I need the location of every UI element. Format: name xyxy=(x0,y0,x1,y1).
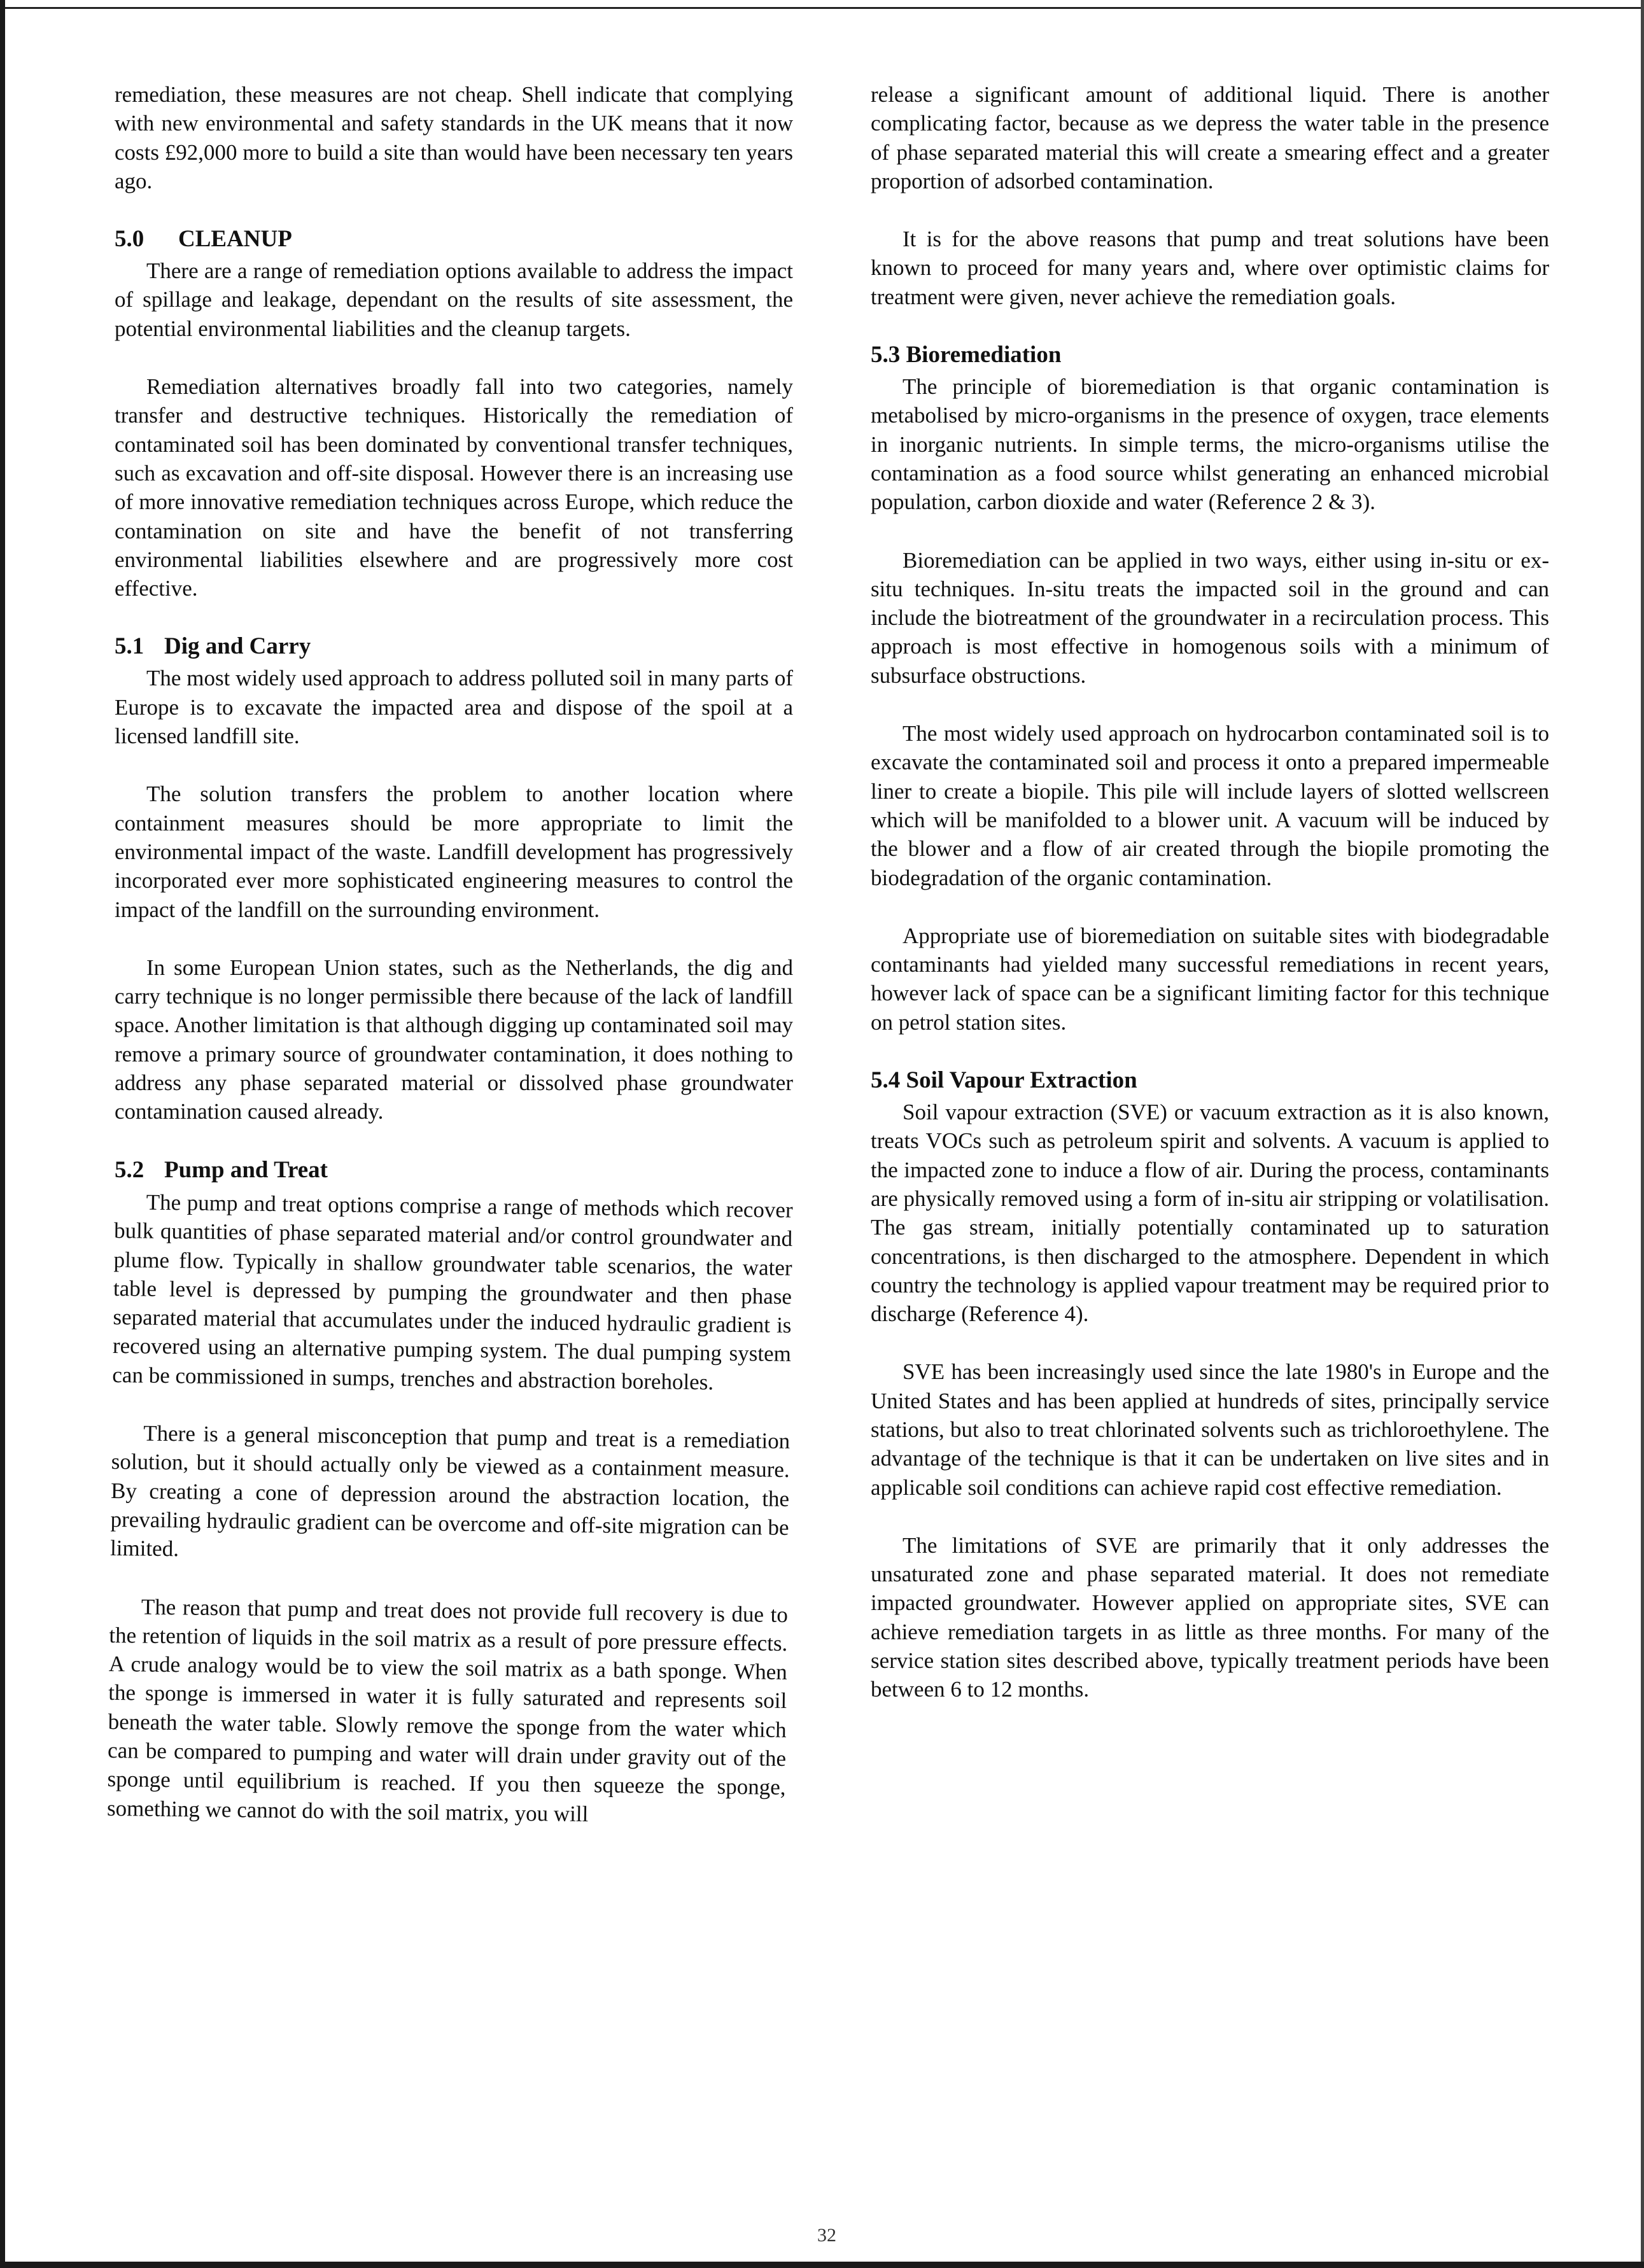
right-column xyxy=(871,80,1549,1704)
paragraph-pump-3: The reason that pump and treat does not provide full recovery is due to the retention of liquids in the soil matrix as a result of pore pressure effects. A crude analogy would be to view the soil matrix as a bath sponge. When the sponge is immersed in water it is fully saturated and represents soil beneath the water table. Slowly remove the sponge from the water which can be compared to pumping and water will drain under gravity out of the sponge until equilibrium is reached. If you then squeeze the sponge, something we cannot do with the soil matrix, you will xyxy=(106,1593,789,1826)
scan-left-border xyxy=(0,0,5,2268)
paragraph-bio-3: The most widely used approach on hydrocarbon contaminated soil is to excavate the contaminated soil and process it onto a prepared impermeable liner to create a biopile. This pile will include layers of slotted wellscreen which will be manifolded to a blower unit. A vacuum will be induced by the blower and a flow of air created through the biopile promoting the biodegradation of the organic contamination. xyxy=(871,721,1549,890)
page-number: 32 xyxy=(817,2225,836,2246)
paragraph-dig-2: The solution transfers the problem to another location where containment measures should be more appropriate to limit the environmental impact of the waste. Landfill development has progressively incorporated ever more sophisticated engineering measures to control the impact of the landfill on the surrounding environment. xyxy=(115,781,793,922)
paragraph-dig-1: The most widely used approach to address polluted soil in many parts of Europe is to excavate the impacted area and dispose of the spoil at a licensed landfill site. xyxy=(115,666,793,749)
heading-5-1 xyxy=(115,632,793,661)
scan-bottom-border xyxy=(0,2262,1644,2268)
paragraph-dig-3: In some European Union states, such as the Netherlands, the dig and carry technique is no longer permissible there because of the lack of landfill space. Another limitation is that although digging up contaminated soil may remove a primary source of groundwater contamination, it does nothing to address any phase separated material or dissolved phase groundwater contamination caused already. xyxy=(115,955,793,1124)
heading-5-2-title: Pump and Treat xyxy=(164,1156,328,1183)
left-column xyxy=(106,80,793,1826)
heading-5-2-number: 5.2 xyxy=(115,1156,144,1183)
paragraph-continuation-1: release a significant amount of additional liquid. There is another complicating factor, because as we depress the water table in the presence of phase separated material this will create a smearing effect and a greater proportion of adsorbed contamination. xyxy=(871,82,1549,193)
skewed-scan-region xyxy=(107,1187,793,1831)
heading-5-0-title: CLEANUP xyxy=(178,226,292,253)
paragraph-pump-2: There is a general misconception that pump and treat is a remediation solution, but it should actually only be viewed as a containment measure. By creating a cone of depression around the abstraction location, the prevailing hydraulic gradient can be overcome and off-site migration can be limited. xyxy=(109,1420,790,1562)
paragraph-sve-1: Soil vapour extraction (SVE) or vacuum extraction as it is also known, treats VOCs such as petroleum spirit and solvents. A vacuum is applied to the impacted zone to induce a flow of air. During the process, contaminants are physically removed using a form of in-situ air stripping or volatilisation. The gas stream, initially potentially contaminated up to saturation concentrations, is then discharged to the atmosphere. Dependent in which country the technology is applied vapour treatment may be required prior to discharge (Reference 4). xyxy=(871,1100,1549,1327)
paragraph-sve-3: The limitations of SVE are primarily that it only addresses the unsaturated zone and phase separated material. It does not remediate impacted groundwater. However applied on appropriate sites, SVE can achieve remediation targets in as little as three months. For many of the service station sites described above, typically treatment periods have been between 6 to 12 months. xyxy=(871,1532,1549,1702)
heading-5-0-number: 5.0 xyxy=(115,226,144,253)
scan-right-border xyxy=(1641,0,1644,2268)
paragraph-bio-4: Appropriate use of bioremediation on suitable sites with biodegradable contaminants had yielded many successful remediations in recent years, however lack of space can be a significant limiting factor for this technique on petrol station sites. xyxy=(871,923,1549,1035)
paragraph-pump-1: The pump and treat options comprise a range of methods which recover bulk quantities of phase separated material and/or control groundwater and plume flow. Typically in shallow groundwater table scenarios, the water table level is depressed by pumping the groundwater and then phase separated material that accumulates under the induced hydraulic gradient is recovered using an alternative pumping system. The dual pumping system can be commissioned in sumps, trenches and abstraction boreholes. xyxy=(112,1189,793,1394)
heading-5-3: 5.3 Bioremediation xyxy=(871,342,1062,368)
scan-top-border xyxy=(0,0,1644,9)
paragraph-continuation-2: It is for the above reasons that pump and treat solutions have been known to proceed for many years and, where over optimistic claims for treatment were given, never achieve the remediation goals. xyxy=(871,227,1549,309)
paragraph-sve-2: SVE has been increasingly used since the late 1980's in Europe and the United States and has been applied at hundreds of sites, principally service stations, but also to treat chlorinated solvents such as trichloroethylene. The advantage of the technique is that it can be undertaken on live sites and in applicable soil conditions can achieve rapid cost effective remediation. xyxy=(871,1359,1549,1500)
heading-5-2 xyxy=(115,1156,793,1185)
paragraph-intro: remediation, these measures are not cheap. Shell indicate that complying with new environmental and safety standards in the UK means that it now costs £92,000 more to build a site than would have been necessary ten years ago. xyxy=(115,82,793,193)
paragraph-cleanup-2: Remediation alternatives broadly fall into two categories, namely transfer and destructive techniques. Historically the remediation of contaminated soil has been dominated by conventional transfer techniques, such as excavation and off-site disposal. However there is an increasing use of more innovative remediation techniques across Europe, which reduce the contamination on site and have the benefit of not transferring environmental liabilities elsewhere and are progressively more cost effective. xyxy=(115,374,793,601)
heading-5-1-number: 5.1 xyxy=(115,633,144,660)
paragraph-cleanup-1: There are a range of remediation options available to address the impact of spillage and leakage, dependant on the results of site assessment, the potential environmental liabilities and the cleanup targets. xyxy=(115,258,793,341)
heading-5-0 xyxy=(115,225,793,254)
heading-5-1-title: Dig and Carry xyxy=(164,633,311,660)
heading-5-4: 5.4 Soil Vapour Extraction xyxy=(871,1067,1137,1094)
paragraph-bio-2: Bioremediation can be applied in two ways, either using in-situ or ex-situ techniques. In-situ treats the impacted soil in the ground and can include the biotreatment of the groundwater in a recirculation process. This approach is most effective in homogenous soils with a minimum of subsurface obstructions. xyxy=(871,547,1549,688)
paragraph-bio-1: The principle of bioremediation is that organic contamination is metabolised by micro-organisms in the presence of oxygen, trace elements in inorganic nutrients. In simple terms, the micro-organisms utilise the contamination as a food source whilst generating an enhanced microbial population, carbon dioxide and water (Reference 2 & 3). xyxy=(871,374,1549,515)
